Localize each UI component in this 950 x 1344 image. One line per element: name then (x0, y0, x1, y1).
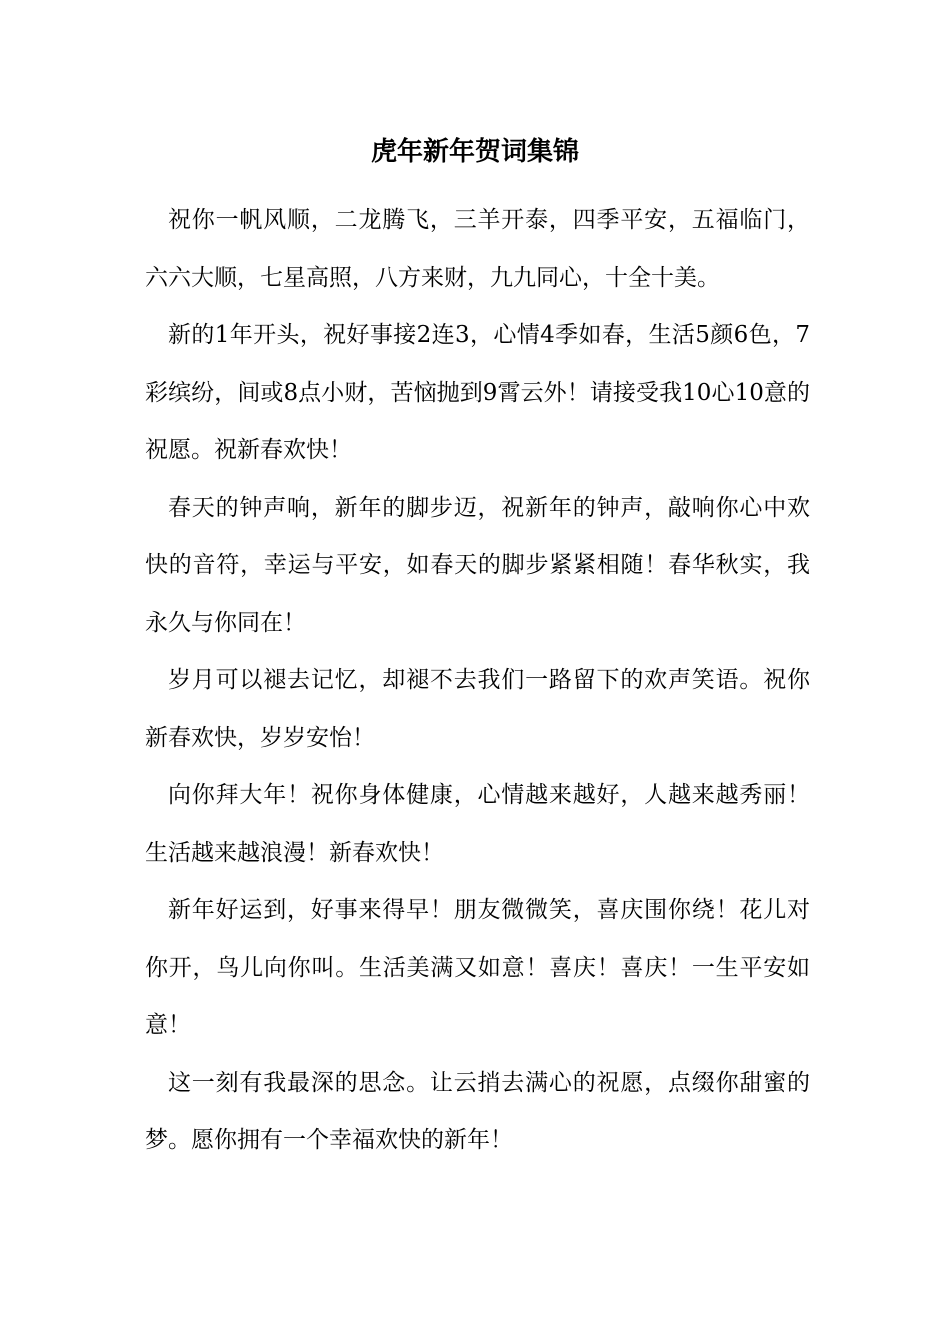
paragraph-3: 春天的钟声响，新年的脚步迈，祝新年的钟声，敲响你心中欢快的音符，幸运与平安，如春天的脚步紧紧相随！春华秋实，我永久与你同在！ (145, 494, 810, 636)
paragraph-2: 新的1年开头，祝好事接2连3，心情4季如春，生活5颜6色，7彩缤纷，间或8点小财，苦恼抛到9霄云外！请接受我10心10意的祝愿。祝新春欢快！ (145, 322, 810, 463)
paragraph-5: 向你拜大年！祝你身体健康，心情越来越好，人越来越秀丽！生活越来越浪漫！新春欢快！ (145, 782, 810, 866)
paragraph-1: 祝你一帆风顺，二龙腾飞，三羊开泰，四季平安，五福临门，六六大顺，七星高照，八方来财，九九同心，十全十美。 (145, 207, 810, 291)
paragraph-7: 这一刻有我最深的思念。让云捎去满心的祝愿，点缀你甜蜜的梦。愿你拥有一个幸福欢快的新年！ (145, 1069, 810, 1153)
paragraph-6: 新年好运到，好事来得早！朋友微微笑，喜庆围你绕！花儿对你开，鸟儿向你叫。生活美满又如意！喜庆！喜庆！一生平安如意！ (145, 897, 810, 1038)
document-body (145, 192, 810, 1170)
document-title: 虎年新年贺词集锦 (370, 137, 579, 167)
paragraph-4: 岁月可以褪去记忆，却褪不去我们一路留下的欢声笑语。祝你新春欢快，岁岁安怡！ (145, 667, 810, 751)
